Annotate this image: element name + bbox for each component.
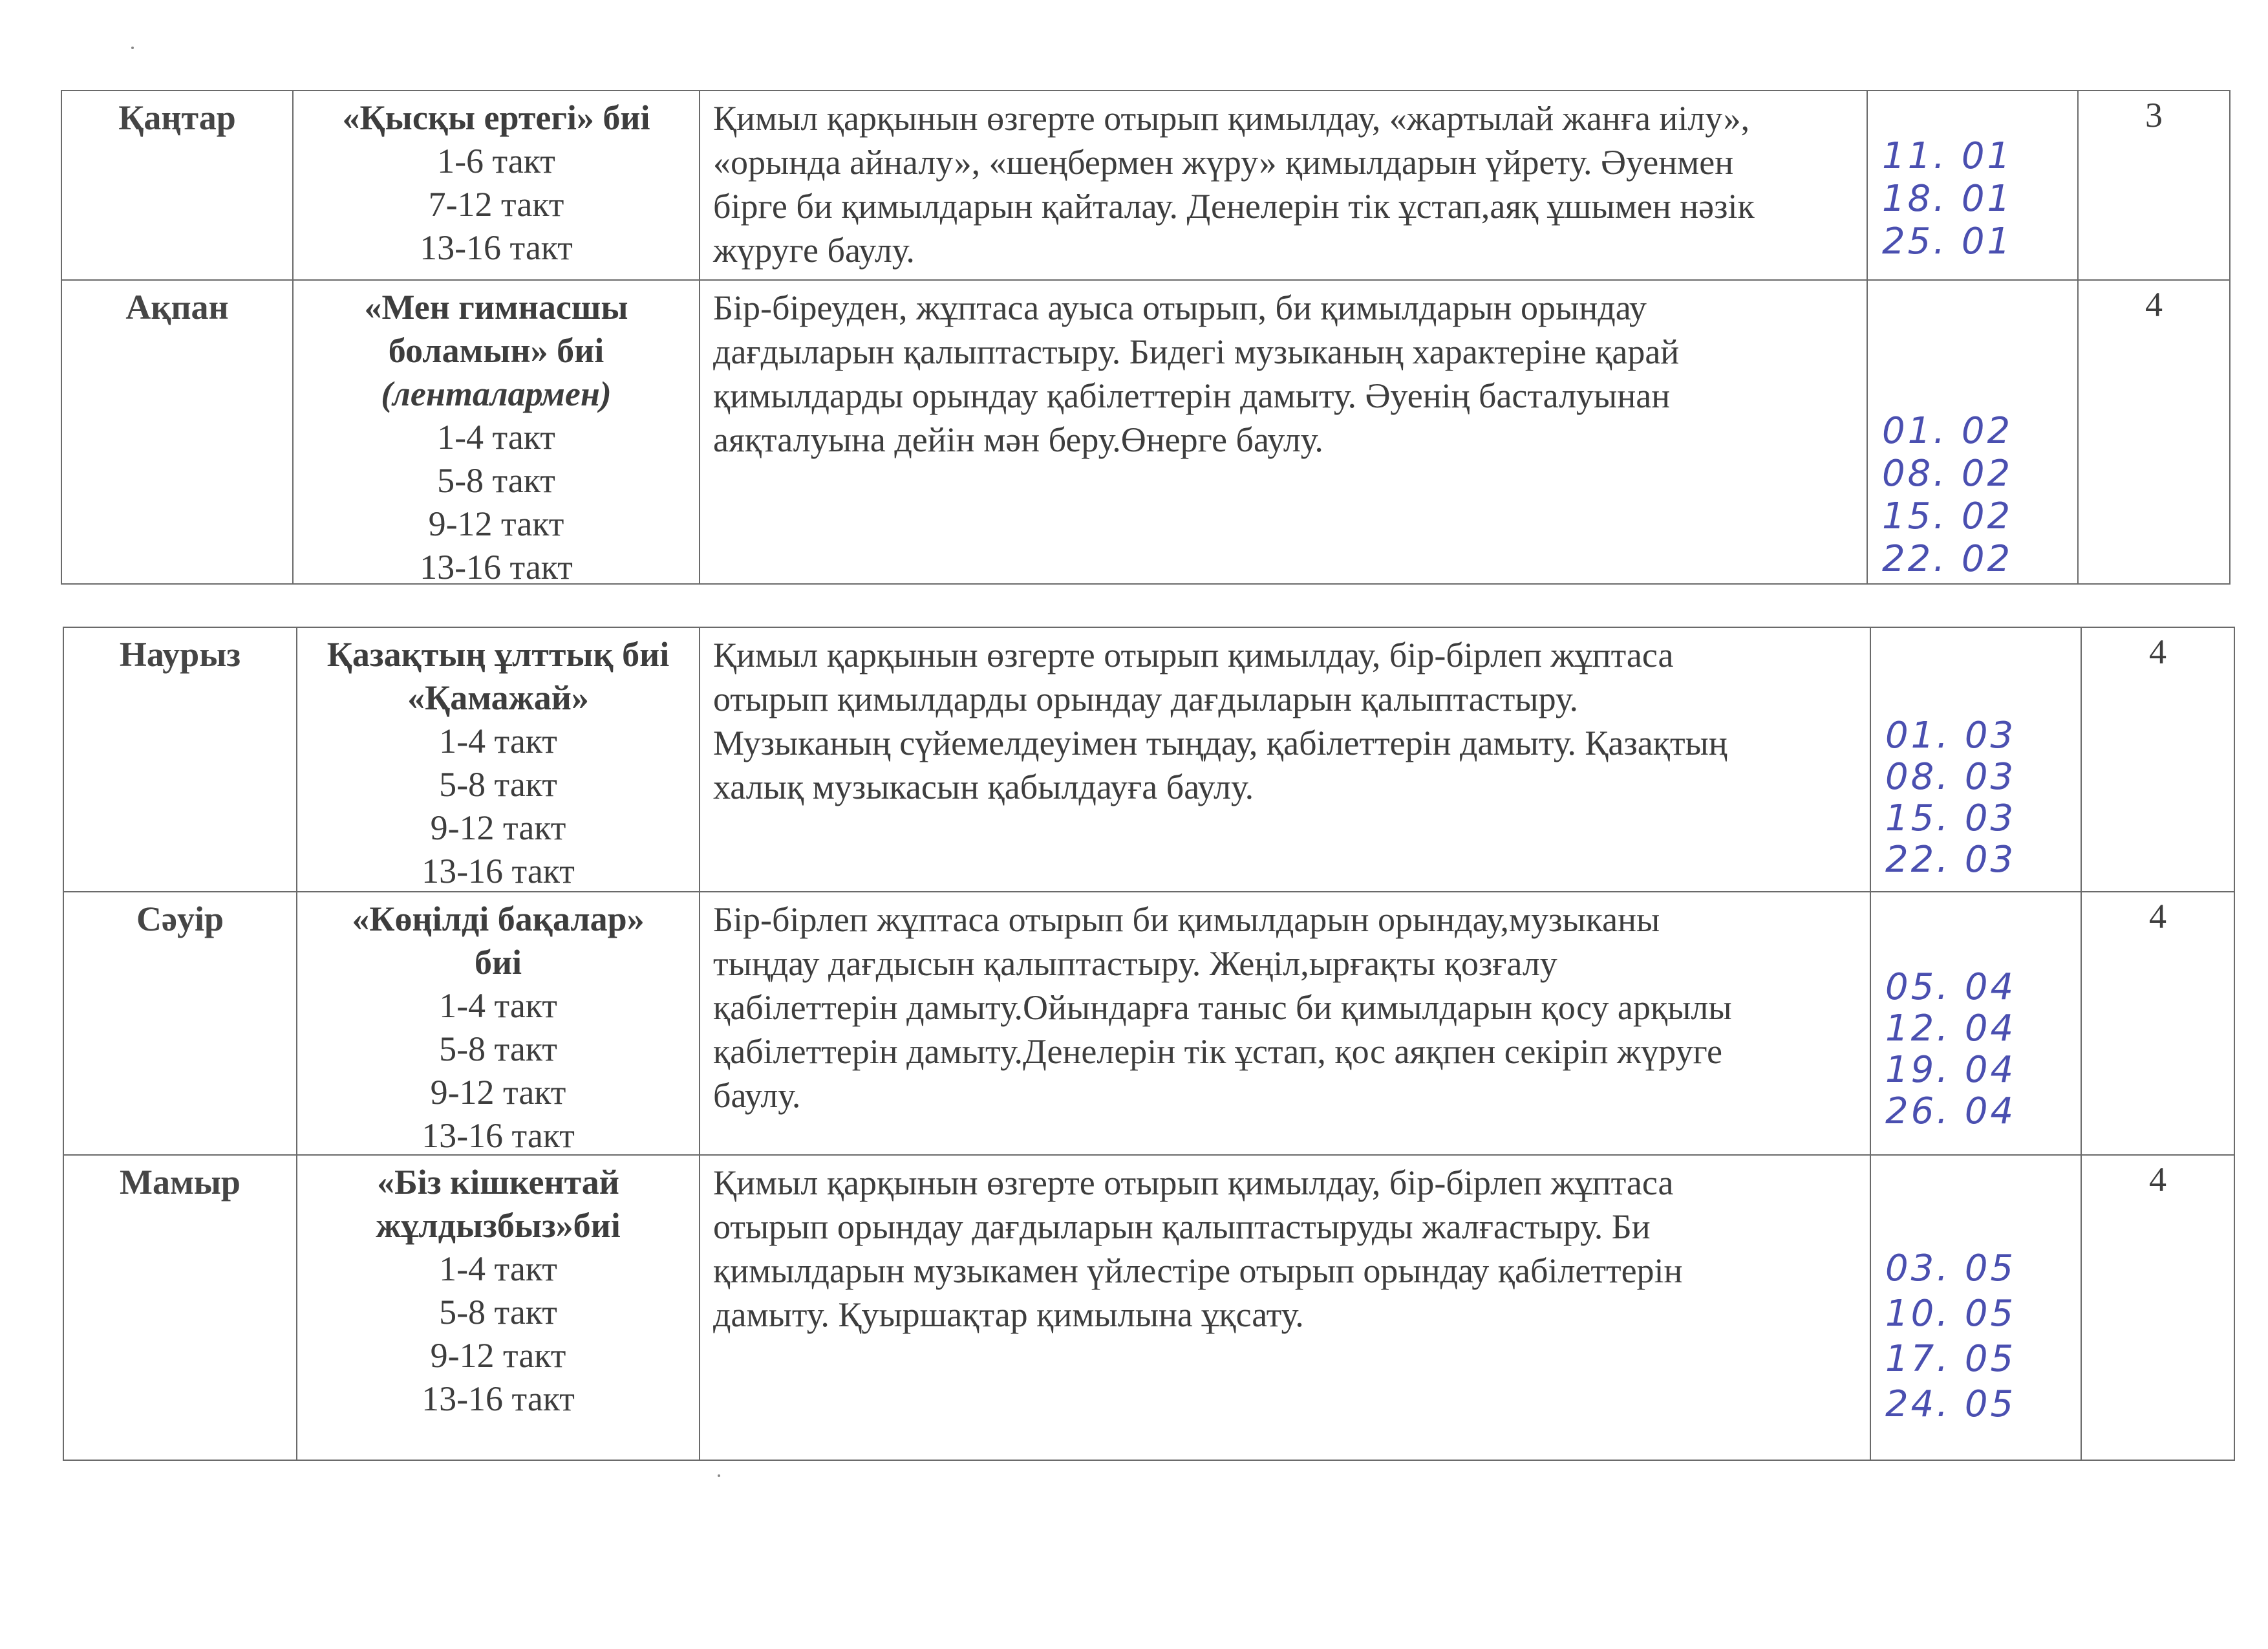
hours-count: 4 [2145, 285, 2163, 324]
month-cell [64, 892, 296, 1154]
description-cell [699, 628, 1870, 891]
hours-count: 4 [2149, 897, 2166, 936]
month-label: Ақпан [125, 288, 229, 327]
description-line: дамыту. Қуыршақтар қимылына ұқсату. [713, 1295, 1304, 1334]
table-row-january [62, 91, 2229, 279]
dance-title: «Біз кішкентай [377, 1163, 619, 1202]
handwritten-date: 26. 04 [1885, 1090, 2017, 1132]
description-line: бірге би қимылдарын қайталау. Денелерін тік ұстап,аяқ ұшымен нәзік [713, 187, 1755, 226]
handwritten-date: 08. 03 [1885, 756, 2017, 798]
description-line: қабілеттерін дамыту.Денелерін тік ұстап, қос аяқпен секіріп жүруге [713, 1032, 1722, 1071]
description-line: дағдыларын қалыптастыру. Бидегі музыканың характеріне қарай [713, 332, 1680, 371]
handwritten-date: 15. 02 [1882, 495, 2013, 537]
bar-range: 7-12 такт [428, 185, 564, 224]
month-label: Наурыз [119, 635, 241, 674]
description-line: қабілеттерін дамыту.Ойындарға таныс би қимылдарын қосу арқылы [713, 988, 1732, 1027]
dance-cell [296, 628, 699, 891]
bar-range: 13-16 такт [422, 1379, 575, 1418]
bar-range: 1-6 такт [437, 142, 555, 180]
description-line: тыңдау дағдысын қалыптастыру. Жеңіл,ырғақты қозғалу [713, 944, 1557, 983]
bar-range: 13-16 такт [422, 852, 575, 890]
month-cell [62, 91, 292, 279]
dance-title: биі [474, 943, 522, 982]
hours-cell [2077, 281, 2229, 583]
handwritten-date: 15. 03 [1885, 797, 2017, 839]
dates-cell [1867, 281, 2077, 583]
bar-range: 9-12 такт [430, 1073, 566, 1112]
description-line: отырып орындау дағдыларын қалыптастыруды жалғастыру. Би [713, 1207, 1651, 1246]
month-cell [64, 628, 296, 891]
scan-speck [718, 1474, 720, 1477]
description-line: Қимыл қарқынын өзгерте отырып қимылдау, бір-бірлеп жұптаса [713, 1163, 1674, 1202]
description-cell [699, 91, 1867, 279]
handwritten-date: 03. 05 [1885, 1247, 2017, 1289]
bar-range: 9-12 такт [430, 808, 566, 847]
description-line: Музыканың сүйемелдеуімен тыңдау, қабілеттерін дамыту. Қазақтың [713, 724, 1728, 762]
description-line: Бір-бірлеп жұптаса отырып би қимылдарын орындау,музыканы [713, 900, 1660, 939]
handwritten-date: 08. 02 [1882, 453, 2013, 495]
hours-count: 4 [2149, 1160, 2166, 1199]
bar-range: 5-8 такт [437, 461, 555, 500]
dance-cell [296, 892, 699, 1154]
dance-title: боламын» биі [388, 331, 604, 370]
description-line: қимылдарын музыкамен үйлестіре отырып орындау қабілеттерін [713, 1251, 1683, 1290]
description-line: Қимыл қарқынын өзгерте отырып қимылдау, «жартылай жанға иілу», [713, 99, 1750, 138]
description-line: баулу. [713, 1076, 801, 1115]
month-cell [64, 1156, 296, 1460]
handwritten-date: 18. 01 [1882, 178, 2013, 220]
dance-title: «Қамажай» [407, 678, 589, 717]
handwritten-date: 11. 01 [1882, 135, 2013, 177]
bar-range: 5-8 такт [439, 1029, 557, 1068]
description-line: Бір-біреуден, жұптаса ауыса отырып, би қимылдарын орындау [713, 288, 1647, 327]
dates-cell [1870, 1156, 2081, 1460]
bar-range: 13-16 такт [420, 548, 573, 583]
dates-cell [1867, 91, 2077, 279]
dance-title: «Мен гимнасшы [364, 288, 628, 327]
bar-range: 13-16 такт [420, 228, 573, 267]
dance-note: (ленталармен) [381, 374, 612, 413]
bar-range: 1-4 такт [439, 1249, 557, 1288]
handwritten-date: 01. 02 [1882, 410, 2013, 452]
table-row-april [64, 891, 2234, 1154]
handwritten-date: 10. 05 [1885, 1293, 2017, 1335]
hours-count: 3 [2145, 96, 2163, 135]
description-cell [699, 281, 1867, 583]
description-cell [699, 892, 1870, 1154]
bar-range: 5-8 такт [439, 1293, 557, 1331]
hours-cell [2081, 1156, 2234, 1460]
month-label: Сәуір [136, 900, 224, 938]
description-line: қимылдарды орындау қабілеттерін дамыту. Әуенің басталуынан [713, 376, 1671, 415]
hours-cell [2081, 628, 2234, 891]
bar-range: 1-4 такт [439, 986, 557, 1025]
handwritten-date: 25. 01 [1882, 221, 2013, 263]
hours-cell [2081, 892, 2234, 1154]
description-line: «орында айналу», «шеңбермен жүру» қимылдарын үйрету. Әуенмен [713, 143, 1734, 182]
bar-range: 9-12 такт [430, 1336, 566, 1375]
scan-speck [131, 47, 134, 49]
table-row-may [64, 1154, 2234, 1460]
handwritten-date: 05. 04 [1885, 966, 2017, 1008]
description-cell [699, 1156, 1870, 1460]
month-label: Мамыр [120, 1163, 241, 1202]
dates-cell [1870, 892, 2081, 1154]
schedule-table-1 [61, 90, 2231, 585]
dance-title: жұлдызбыз»биі [376, 1206, 621, 1245]
table-row-march [64, 628, 2234, 891]
schedule-table-2 [63, 627, 2235, 1461]
handwritten-date: 24. 05 [1885, 1383, 2017, 1425]
handwritten-date: 19. 04 [1885, 1049, 2017, 1091]
bar-range: 1-4 такт [439, 722, 557, 760]
handwritten-date: 01. 03 [1885, 715, 2017, 757]
dance-title: «Көңілді бақалар» [352, 900, 645, 938]
description-line: жүруге баулу. [713, 231, 915, 270]
handwritten-date: 17. 05 [1885, 1338, 2017, 1380]
description-line: аяқталуына дейін мән беру.Өнерге баулу. [713, 420, 1323, 459]
description-line: халық музыкасын қабылдауға баулу. [713, 768, 1254, 806]
handwritten-date: 12. 04 [1885, 1008, 2017, 1050]
handwritten-date: 22. 03 [1885, 839, 2017, 881]
table-row-february [62, 279, 2229, 583]
dance-cell [292, 91, 699, 279]
description-line: отырып қимылдарды орындау дағдыларын қалыптастыру. [713, 680, 1578, 718]
month-label: Қаңтар [118, 98, 236, 137]
dance-title: «Қысқы ертегі» биі [342, 98, 650, 137]
bar-range: 1-4 такт [437, 418, 555, 457]
bar-range: 5-8 такт [439, 765, 557, 804]
dates-cell [1870, 628, 2081, 891]
hours-cell [2077, 91, 2229, 279]
month-cell [62, 281, 292, 583]
dance-cell [292, 281, 699, 583]
bar-range: 9-12 такт [428, 504, 564, 543]
dance-title: Қазақтың ұлттық биі [326, 635, 670, 674]
description-line: Қимыл қарқынын өзгерте отырып қимылдау, бір-бірлеп жұптаса [713, 636, 1674, 674]
hours-count: 4 [2149, 632, 2166, 671]
dance-cell [296, 1156, 699, 1460]
handwritten-date: 22. 02 [1882, 538, 2013, 580]
bar-range: 13-16 такт [422, 1116, 575, 1154]
